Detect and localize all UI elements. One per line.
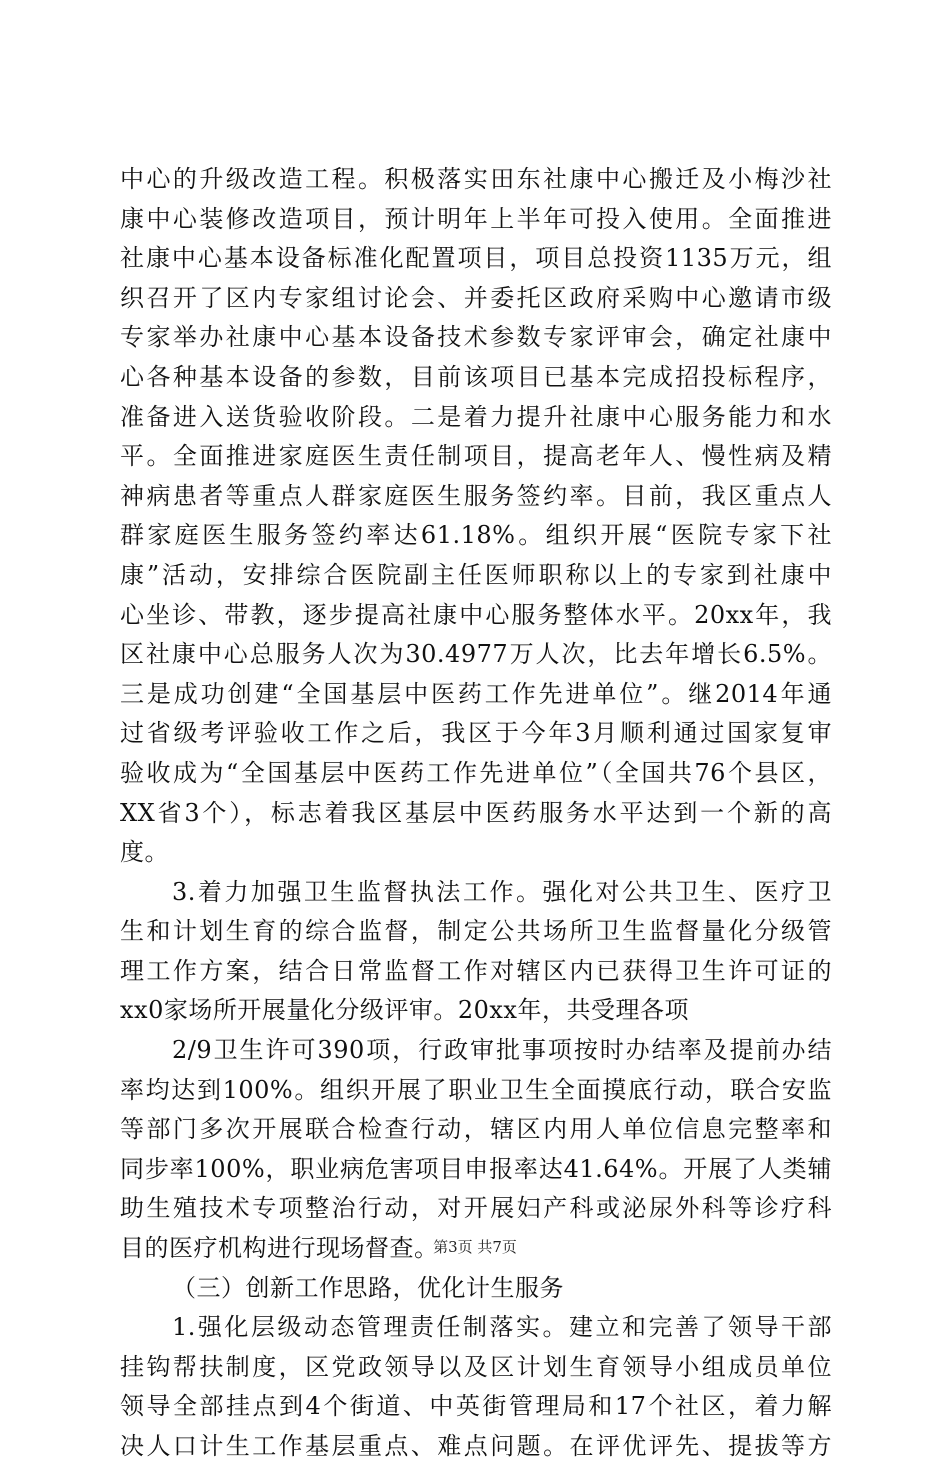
text-line: 群家庭医生服务签约率达61.18%。组织开展“医院专家下社 — [120, 521, 832, 550]
text-line: 领导全部挂点到4个街道、中英街管理局和17个社区，着力解 — [120, 1392, 832, 1421]
text-line: 康”活动，安排综合医院副主任医师职称以上的专家到社康中 — [120, 560, 832, 589]
text-line: 验收成为“全国基层中医药工作先进单位”（全国共76个县区， — [120, 758, 832, 787]
text-line: 1.强化层级动态管理责任制落实。建立和完善了领导干部 — [172, 1313, 832, 1342]
text-line: 率均达到100%。组织开展了职业卫生全面摸底行动，联合安监 — [120, 1075, 832, 1104]
text-line: 3.着力加强卫生监督执法工作。强化对公共卫生、医疗卫 — [172, 877, 832, 906]
text-line: 挂钩帮扶制度，区党政领导以及区计划生育领导小组成员单位 — [120, 1352, 832, 1381]
text-line: 理工作方案，结合日常监督工作对辖区内已获得卫生许可证的 — [120, 956, 832, 985]
text-line: XX省3个），标志着我区基层中医药服务水平达到一个新的高 — [120, 798, 832, 827]
text-line: 平。全面推进家庭医生责任制项目，提高老年人、慢性病及精 — [120, 442, 832, 471]
text-line: 决人口计生工作基层重点、难点问题。在评优评先、提拔等方 — [120, 1432, 832, 1460]
text-line: 心坐诊、带教，逐步提高社康中心服务整体水平。20xx年，我 — [120, 600, 832, 629]
text-line: 过省级考评验收工作之后，我区于今年3月顺利通过国家复审 — [120, 719, 832, 748]
text-line: 康中心装修改造项目，预计明年上半年可投入使用。全面推进 — [120, 204, 832, 233]
text-line: xx0家场所开展量化分级评审。20xx年，共受理各项 — [120, 996, 689, 1025]
text-line: 准备进入送货验收阶段。二是着力提升社康中心服务能力和水 — [120, 402, 832, 431]
text-line: 神病患者等重点人群家庭医生服务签约率。目前，我区重点人 — [120, 481, 832, 510]
text-line: 中心的升级改造工程。积极落实田东社康中心搬迁及小梅沙社 — [120, 165, 832, 193]
text-line: 同步率100%，职业病危害项目申报率达41.64%。开展了人类辅 — [120, 1154, 832, 1183]
text-line: 度。 — [120, 838, 169, 867]
text-line: 等部门多次开展联合检查行动，辖区内用人单位信息完整率和 — [120, 1115, 832, 1144]
page-footer: 第3页 共7页 — [433, 1238, 517, 1256]
text-line: 区社康中心总服务人次为30.4977万人次，比去年增长6.5%。 — [120, 640, 832, 669]
text-line: 助生殖技术专项整治行动，对开展妇产科或泌尿外科等诊疗科 — [120, 1194, 832, 1223]
text-line: 社康中心基本设备标准化配置项目，项目总投资1135万元，组 — [120, 244, 832, 273]
text-line: 织召开了区内专家组讨论会、并委托区政府采购中心邀请市级 — [120, 283, 832, 312]
document-body — [120, 160, 832, 1467]
text-line: 三是成功创建“全国基层中医药工作先进单位”。继2014年通 — [120, 679, 832, 708]
text-line: 专家举办社康中心基本设备技术参数专家评审会，确定社康中 — [120, 323, 832, 352]
text-line: 目的医疗机构进行现场督查。 — [120, 1234, 439, 1263]
text-line: 生和计划生育的综合监督，制定公共场所卫生监督量化分级管 — [120, 917, 832, 946]
text-line: 心各种基本设备的参数，目前该项目已基本完成招投标程序， — [120, 362, 832, 391]
text-line: 2/9卫生许可390项，行政审批事项按时办结率及提前办结 — [172, 1036, 832, 1065]
text-line: （三）创新工作思路，优化计生服务 — [172, 1273, 564, 1302]
